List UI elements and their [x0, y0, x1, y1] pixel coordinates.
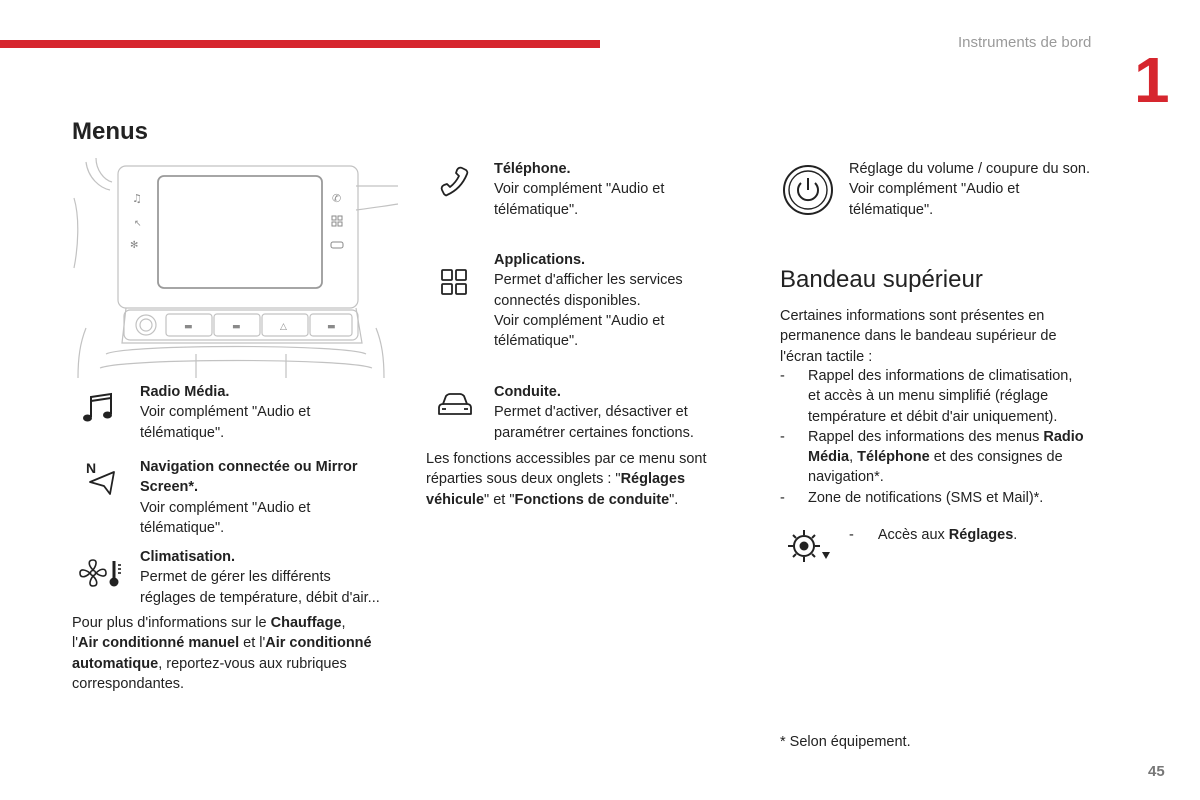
chauffage-link: Chauffage [270, 615, 342, 631]
volume-line2: Voir complément "Audio et [849, 181, 1020, 198]
tabs-info-paragraph [426, 449, 746, 510]
conduite-line1: Permet d'activer, désactiver et [494, 404, 688, 421]
svg-text:▬: ▬ [232, 322, 241, 332]
bullet2-comma: , [849, 449, 858, 466]
reglages-item [849, 525, 1109, 545]
applications-line3: Voir complément "Audio et [494, 312, 665, 329]
telephone-item [494, 159, 754, 220]
bandeau-intro [780, 306, 1120, 367]
reglages-vehicule-2: véhicule [426, 491, 485, 508]
fan-thermometer-icon [78, 557, 126, 589]
radio-media-title: Radio Média. [140, 384, 230, 400]
bullet1-line1: Rappel des informations de climatisation, [808, 368, 1073, 384]
music-note-icon [82, 392, 116, 424]
climatisation-item [140, 547, 410, 608]
svg-text:↖: ↖ [134, 219, 142, 229]
climatisation-title: Climatisation. [140, 549, 236, 565]
more-info-text-6: correspondantes. [72, 675, 185, 692]
more-info-text-2: , [341, 615, 346, 631]
tabs-info-text-3: " et " [484, 491, 515, 508]
bullet2-media: Média [808, 449, 850, 466]
radio-media-item [140, 382, 380, 443]
svg-text:✻: ✻ [130, 240, 139, 251]
applications-title: Applications. [494, 252, 586, 268]
applications-item [494, 250, 754, 351]
page-number: 45 [1148, 763, 1165, 780]
telephone-title: Téléphone. [494, 161, 571, 177]
navigation-arrow-icon [88, 470, 118, 496]
applications-line4: télématique". [494, 333, 579, 350]
radio-media-line1: Voir complément "Audio et [140, 404, 311, 421]
volume-item [849, 159, 1129, 220]
bandeau-heading: Bandeau supérieur [780, 266, 983, 293]
navigation-item [140, 457, 400, 538]
more-info-text-1: Pour plus d'informations sur le [72, 615, 271, 631]
volume-line3: télématique". [849, 201, 934, 218]
list-item [780, 488, 1120, 508]
conduite-item [494, 382, 754, 443]
navigation-letter: N [86, 460, 97, 476]
bullet1-line3: température et débit d'air uniquement). [808, 408, 1058, 425]
footnote: * Selon équipement. [780, 734, 911, 750]
bullet-dash: - [780, 368, 785, 384]
list-item [780, 427, 1120, 488]
climatisation-line1: Permet de gérer les différents [140, 569, 331, 586]
settings-gear-icon [784, 528, 834, 564]
more-info-text-3: l' [72, 635, 78, 652]
reglages-vehicule-1: Réglages [620, 471, 686, 488]
svg-text:△: △ [280, 322, 287, 332]
svg-text:✆: ✆ [332, 192, 342, 205]
svg-text:▬: ▬ [184, 322, 193, 332]
list-item [780, 366, 1120, 427]
bullet-dash: - [780, 428, 785, 445]
reglages-period: . [1013, 527, 1018, 543]
applications-line2: connectés disponibles. [494, 292, 641, 309]
navigation-title-line2: Screen*. [140, 479, 199, 496]
bullet-dash: - [780, 489, 785, 506]
power-icon [782, 164, 834, 216]
bullet2-line3: navigation*. [808, 469, 884, 486]
bullet1-line2: et accès à un menu simplifié (réglage [808, 388, 1049, 405]
bandeau-intro-1: Certaines informations sont présentes en [780, 308, 1045, 324]
bullet2-text-a: Rappel des informations des menus [808, 428, 1044, 445]
air-auto-link-1: Air conditionné [265, 635, 372, 652]
bandeau-intro-3: l'écran tactile : [780, 348, 873, 365]
conduite-title: Conduite. [494, 384, 561, 400]
car-icon [436, 392, 474, 418]
apps-grid-icon [440, 268, 468, 296]
reglages-dash: - [849, 527, 854, 543]
svg-text:▬: ▬ [327, 322, 336, 332]
dashboard-illustration [66, 158, 402, 378]
telephone-line2: télématique". [494, 201, 579, 218]
volume-line1: Réglage du volume / coupure du son. [849, 161, 1091, 177]
navigation-title-line1: Navigation connectée ou Mirror [140, 459, 358, 475]
telephone-line1: Voir complément "Audio et [494, 181, 665, 198]
tabs-info-text-2: réparties sous deux onglets : " [426, 471, 621, 488]
conduite-line2: paramétrer certaines fonctions. [494, 424, 694, 441]
bullet2-radio: Radio [1043, 428, 1084, 445]
navigation-line2: télématique". [140, 519, 225, 536]
menus-heading: Menus [72, 118, 149, 145]
navigation-line1: Voir complément "Audio et [140, 499, 311, 516]
header-red-bar [0, 40, 600, 48]
bullet2-text-d: et des consignes de [929, 449, 1063, 466]
phone-icon [438, 166, 472, 200]
tabs-info-text-1: Les fonctions accessibles par ce menu sont [426, 451, 707, 467]
more-info-paragraph [72, 613, 412, 694]
chapter-number: 1 [1134, 44, 1170, 116]
more-info-text-4: et l' [239, 635, 266, 652]
radio-media-line2: télématique". [140, 424, 225, 441]
tabs-info-text-4: ". [669, 491, 679, 508]
bullet3-text: Zone de notifications (SMS et Mail)*. [808, 489, 1044, 506]
svg-text:♫: ♫ [132, 192, 142, 205]
climatisation-line2: réglages de température, débit d'air... [140, 589, 380, 606]
air-auto-link-2: automatique [72, 655, 159, 672]
applications-line1: Permet d'afficher les services [494, 272, 683, 289]
bandeau-list [780, 366, 1120, 508]
fonctions-conduite: Fonctions de conduite [514, 491, 670, 508]
bandeau-intro-2: permanence dans le bandeau supérieur de [780, 328, 1057, 345]
reglages-bold: Réglages [948, 527, 1014, 543]
more-info-text-5: , reportez-vous aux rubriques [158, 655, 347, 672]
section-label: Instruments de bord [958, 34, 1092, 51]
air-manuel-link: Air conditionné manuel [78, 635, 240, 652]
bullet2-telephone: Téléphone [857, 449, 930, 466]
reglages-text-a: Accès aux [877, 527, 949, 543]
